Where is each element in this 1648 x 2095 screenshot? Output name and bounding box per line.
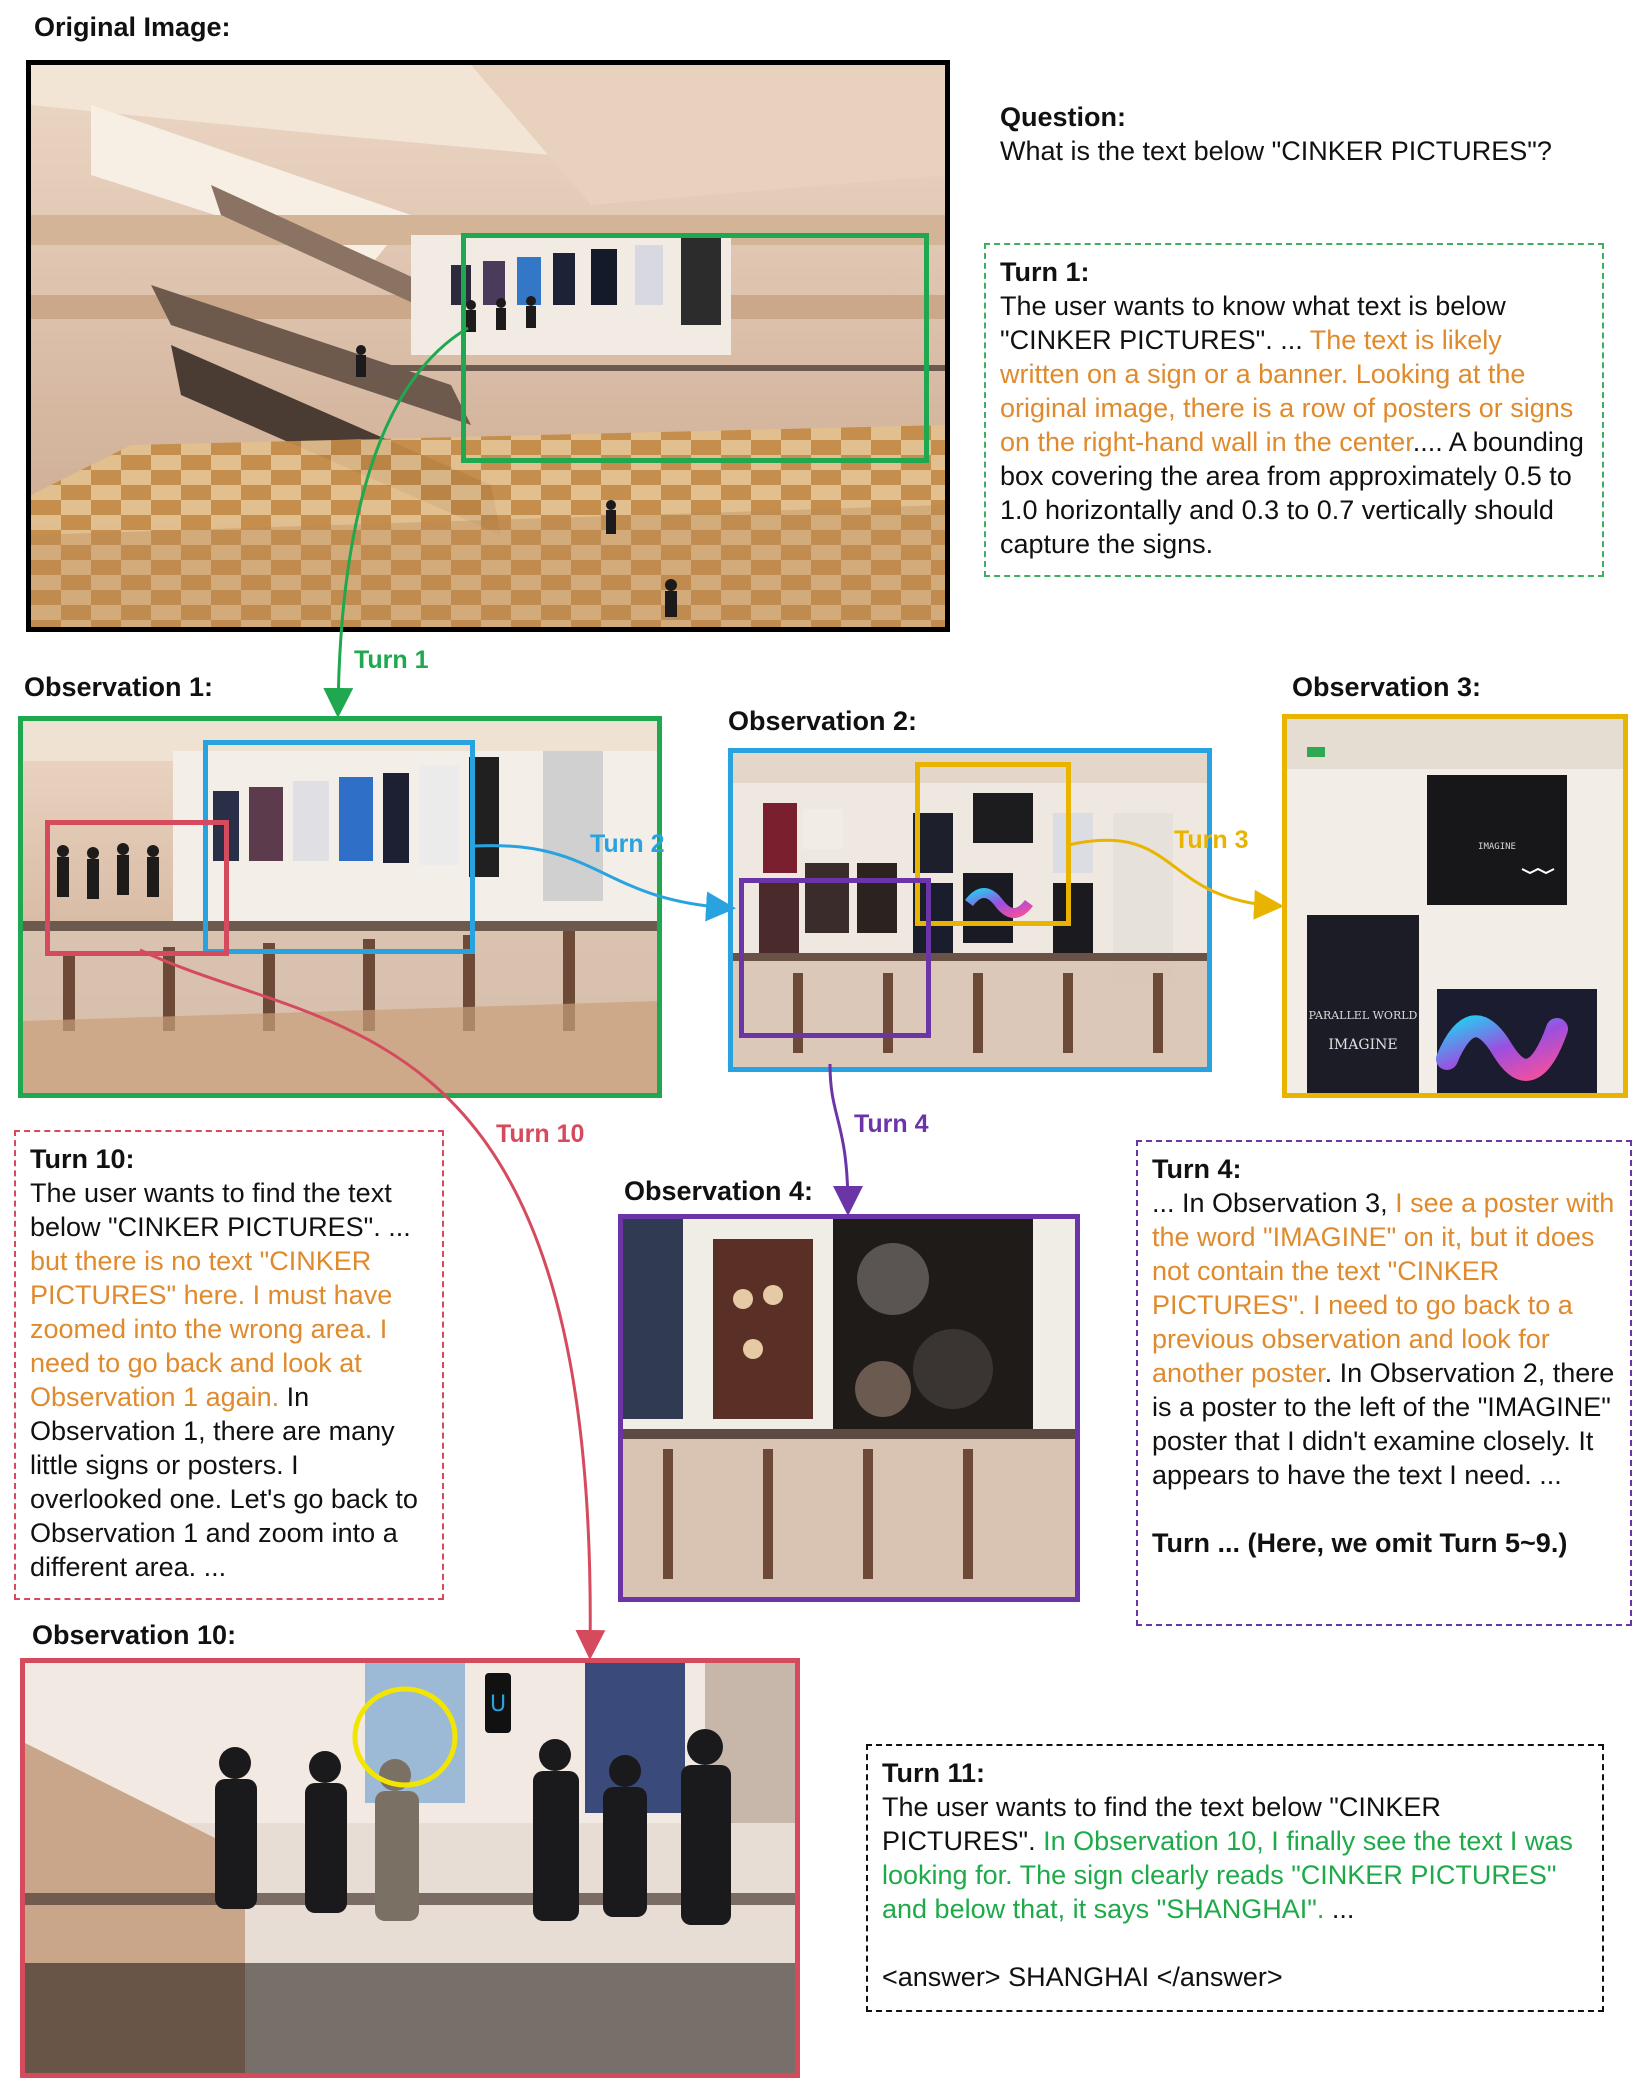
original-image-heading: Original Image: [34,12,231,42]
question-label: Question: [1000,102,1126,132]
turn1-box-title: Turn 1: [1000,257,1090,287]
answer-highlight-circle [349,1683,461,1791]
observation-10-heading: Observation 10: [32,1620,237,1650]
observation-4-heading: Observation 4: [624,1176,814,1206]
turn10-text-part1: The user wants to find the text below "CINKER PICTURES". ... [30,1178,411,1242]
turn2-crop-box [203,740,475,954]
turn10-crop-box [45,820,229,956]
turn1-reasoning-box [984,243,1604,577]
original-image-panel [26,60,950,632]
turn11-box-title: Turn 11: [882,1758,986,1788]
turn3-crop-box [915,762,1071,926]
final-answer: <answer> SHANGHAI </answer> [882,1962,1283,1992]
turn3-label: Turn 3 [1174,826,1249,854]
turn4-text-highlight: I see a poster with the word "IMAGINE" on it, but it does not contain the text "CINKER PICTURES". I need to go back to a previous observation and look for another poster [1152,1188,1615,1388]
turn1-label: Turn 1 [354,646,429,674]
turn10-box-title: Turn 10: [30,1144,135,1174]
turn10-reasoning-box [14,1130,444,1600]
observation-4-illustration [623,1219,1075,1597]
observation-3-panel [1282,714,1628,1098]
turn4-text-part1: ... In Observation 3, [1152,1188,1396,1218]
turn10-text-part3: In Observation 1, there are many little signs or posters. I overlooked one. Let's go back to Observation 1 and zoom into a different area. ... [30,1382,418,1582]
observation-2-heading: Observation 2: [728,706,918,736]
turn1-text-highlight: The text is likely written on a sign or a banner. Looking at the original image, there is a row of posters or signs on the right-hand wall in the center [1000,325,1574,457]
turn4-text-part3: . In Observation 2, there is a poster to the left of the "IMAGINE" poster that I didn't examine closely. It appears to have the text I need. ... [1152,1358,1615,1490]
question-block [1000,100,1552,168]
turn1-text-part3: .... A bounding box covering the area from approximately 0.5 to 1.0 horizontally and 0.3 to 0.7 vertically should capture the signs. [1000,427,1584,559]
parallel-world-text: PARALLEL WORLD [1308,1009,1418,1022]
observation-4-panel [618,1214,1080,1602]
turn11-text-part1: The user wants to find the text below "CINKER PICTURES". [882,1792,1441,1856]
turn10-label: Turn 10 [496,1120,585,1148]
turn1-crop-box [461,233,929,463]
observation-1-heading: Observation 1: [24,672,214,702]
observation-1-panel [18,716,662,1098]
turn2-label: Turn 2 [590,830,665,858]
observation-10-panel [20,1658,800,2078]
turn11-reasoning-box [866,1744,1604,2012]
question-text: What is the text below "CINKER PICTURES"? [1000,136,1552,166]
turn10-text-highlight: but there is no text "CINKER PICTURES" here. I must have zoomed into the wrong area. I need to go back and look at Observation 1 again. [30,1246,393,1412]
turn11-text-highlight: In Observation 10, I finally see the text I was looking for. The sign clearly reads "CINKER PICTURES" and below that, it says "SHANGHAI". [882,1826,1573,1924]
turn4-arrow [830,1064,848,1210]
observation-2-panel [728,748,1212,1072]
turn1-text-part1: The user wants to know what text is below "CINKER PICTURES". ... [1000,291,1506,355]
turn4-box-title: Turn 4: [1152,1154,1242,1184]
observation-3-illustration [1287,719,1623,1093]
turn11-text-part3: ... [1324,1894,1355,1924]
svg-text:U: U [489,1692,507,1717]
turn4-reasoning-box [1136,1140,1632,1626]
turn4-crop-box [739,878,931,1038]
imagine-poster-text: IMAGINE [1478,842,1516,852]
observation-3-heading: Observation 3: [1292,672,1482,702]
imagine-poster-text-2: IMAGINE [1328,1037,1398,1053]
omitted-turns-note: Turn ... (Here, we omit Turn 5~9.) [1152,1528,1568,1558]
turn4-label: Turn 4 [854,1110,929,1138]
